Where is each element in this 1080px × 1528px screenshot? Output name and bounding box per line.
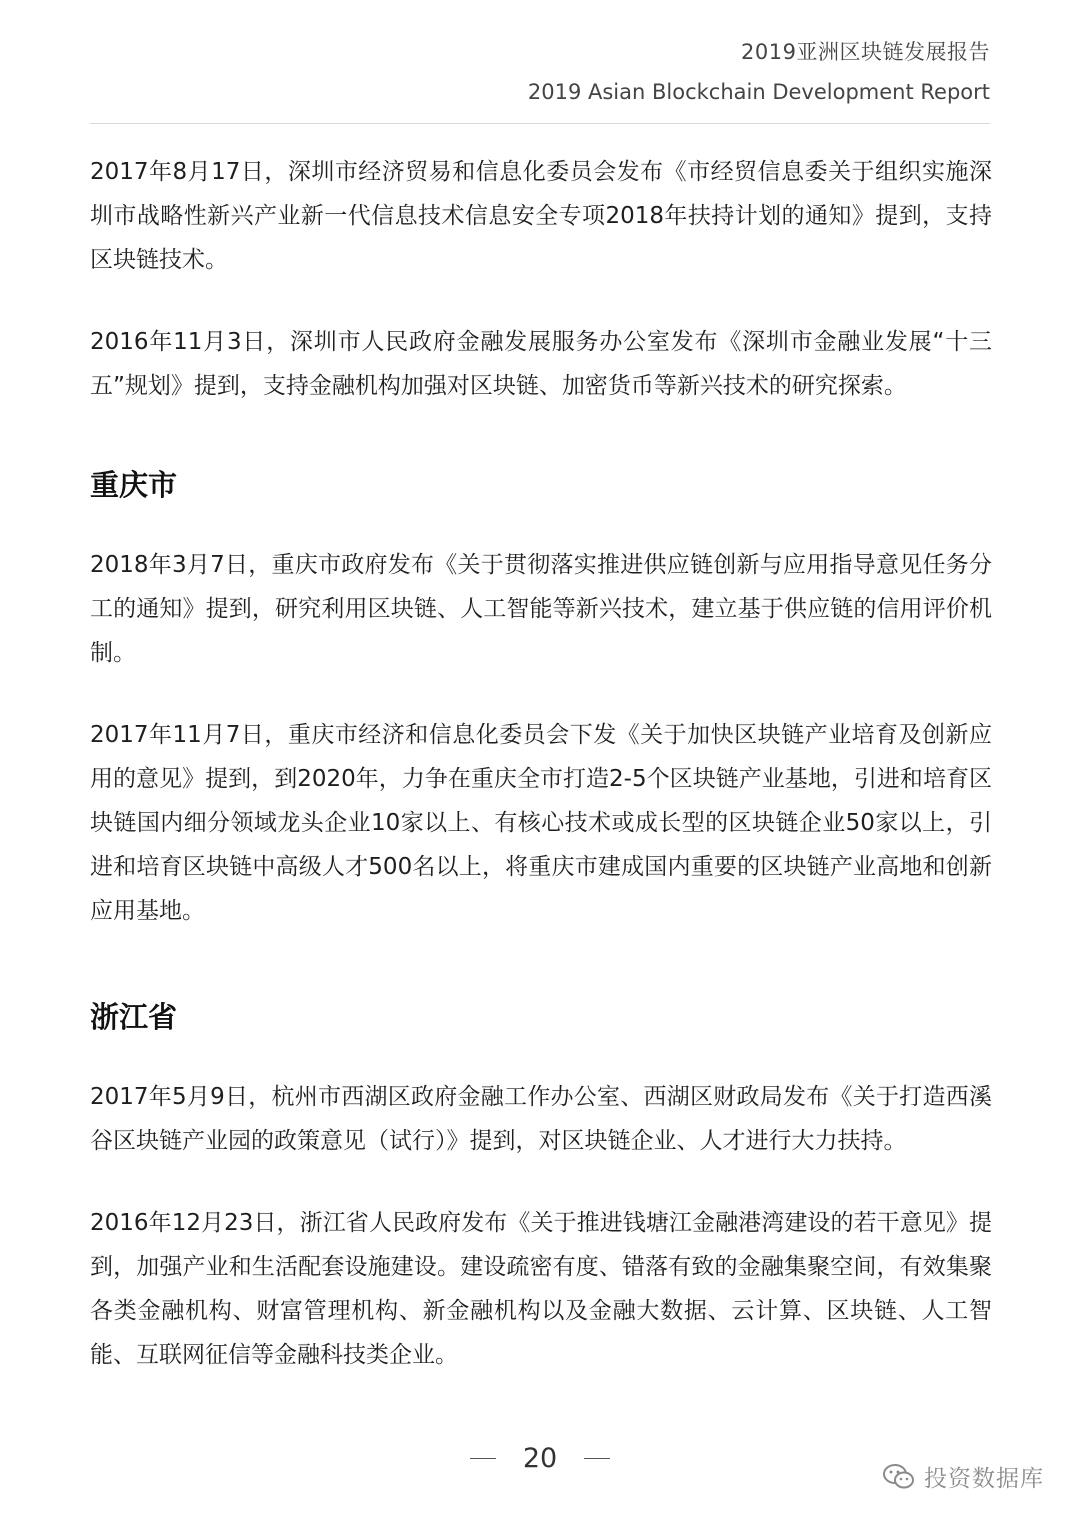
paragraph-zhejiang-2017: 2017年5月9日，杭州市西湖区政府金融工作办公室、西湖区财政局发布《关于打造西溪谷区块链产业园的政策意见（试行）》提到，对区块链企业、人才进行大力扶持。 [90, 1084, 992, 1154]
page-number-dash-right [584, 1458, 610, 1459]
report-title-en: 2019 Asian Blockchain Development Report [527, 80, 990, 104]
wechat-icon [882, 1463, 916, 1491]
page-number-dash-left [470, 1458, 496, 1459]
paragraph-chongqing-2017: 2017年11月7日，重庆市经济和信息化委员会下发《关于加快区块链产业培育及创新应用的意见》提到，到2020年，力争在重庆全市打造2-5个区块链产业基地，引进和培育区块链国内细分领域龙头企业10家以上、有核心技术或成长型的区块链企业50家以上，引进和培育区块链中高级人才500名以上，将重庆市建成国内重要的区块链产业高地和创新应用基地。 [90, 722, 992, 924]
report-header [528, 34, 990, 112]
source-watermark [882, 1460, 1044, 1493]
paragraph-chongqing-2018: 2018年3月7日，重庆市政府发布《关于贯彻落实推进供应链创新与应用指导意见任务分工的通知》提到，研究利用区块链、人工智能等新兴技术，建立基于供应链的信用评价机制。 [90, 552, 992, 666]
page-content [90, 150, 992, 1377]
report-title-cn: 2019亚洲区块链发展报告 [741, 40, 990, 64]
paragraph-shenzhen-2017: 2017年8月17日，深圳市经济贸易和信息化委员会发布《市经贸信息委关于组织实施深圳市战略性新兴产业新一代信息技术信息安全专项2018年扶持计划的通知》提到，支持区块链技术。 [90, 159, 992, 273]
paragraph-zhejiang-2016: 2016年12月23日，浙江省人民政府发布《关于推进钱塘江金融港湾建设的若干意见》提到，加强产业和生活配套设施建设。建设疏密有度、错落有致的金融集聚空间，有效集聚各类金融机构、财富管理机构、新金融机构以及金融大数据、云计算、区块链、人工智能、互联网征信等金融科技类企业。 [90, 1210, 992, 1368]
source-name: 投资数据库 [924, 1466, 1044, 1492]
section-title-zhejiang: 浙江省 [90, 1000, 178, 1034]
header-divider [90, 123, 990, 124]
section-title-chongqing: 重庆市 [90, 468, 178, 502]
page-number-group [470, 1436, 610, 1480]
paragraph-shenzhen-2016: 2016年11月3日，深圳市人民政府金融发展服务办公室发布《深圳市金融业发展“十三五”规划》提到，支持金融机构加强对区块链、加密货币等新兴技术的研究探索。 [90, 329, 992, 399]
page-number: 20 [522, 1442, 558, 1474]
